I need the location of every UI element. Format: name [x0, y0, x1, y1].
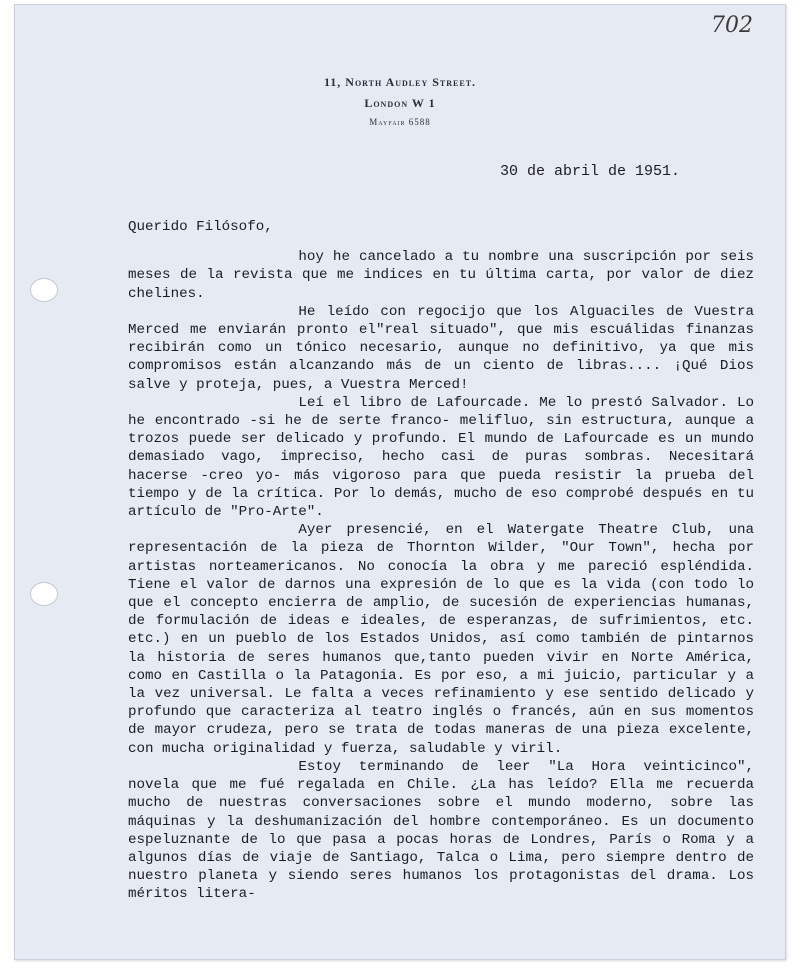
letter-body	[128, 218, 754, 904]
letterhead-city: London W 1	[364, 96, 436, 110]
punch-hole	[30, 278, 58, 302]
punch-hole	[30, 582, 58, 606]
archive-number: 702	[711, 13, 753, 38]
paragraph: Ayer presencié, en el Watergate Theatre Club, una representación de la pieza de Thornton Wilder, "Our Town", hecha por artistas norteamericanos. No conocía la obra y me pareció espléndida. Tiene el valor de darnos una expresión de lo que es la vida (con todo lo que el concepto encierra de amplio, de sucesión de experiencias humanas, de formulación de ideas e ideales, de esperanzas, de sufrimientos, etc. etc.) en un pueblo de los Estados Unidos, así como también de pintarnos la historia de seres humanos que,tanto pueden vivir en Norte América, como en Castilla o la Patagonia. Es por eso, a mi juicio, particular y a la vez universal. Le falta a veces refinamiento y ese sentido delicado y profundo que caracteriza al teatro inglés o francés, aún en sus momentos de mayor crudeza, pero se trata de todas maneras de una pieza excelente, con mucha originalidad y fuerza, saludable y viril.	[128, 522, 754, 757]
salutation: Querido Filósofo,	[128, 219, 273, 235]
paragraph: Estoy terminando de leer "La Hora veinticinco", novela que me fué regalada en Chile. ¿La has leído? Ella me recuerda mucho de nuestras conversaciones sobre el mundo moderno, sobre las máquinas y la deshumanización del hombre contemporáneo. Es un documento espeluznante de lo que pasa a pocas horas de Londres, París o Roma y a algunos días de viaje de Santiago, Talca o Lima, pero siempre dentro de nuestro planeta y siendo seres humanos los protagonistas del drama. Los méritos litera-	[128, 758, 754, 903]
letterhead-street: 11, North Audley Street.	[323, 75, 477, 89]
letter-date: 30 de abril de 1951.	[500, 163, 681, 180]
paragraph: Leí el libro de Lafourcade. Me lo prestó Salvador. Lo he encontrado -si he de serte franco- melifluo, sin estructura, aunque a trozos puede ser delicado y profundo. El mundo de Lafourcade es un mundo demasiado vago, impreciso, hecho casi de puras sombras. Necesitará hacerse -creo yo- más vigoroso para que pueda resistir la prueba del tiempo y de la crítica. Por lo demás, mucho de eso comprobé después en tu artículo de "Pro-Arte".	[128, 394, 754, 521]
letterhead-phone: Mayfair 6588	[369, 117, 431, 127]
paragraph: He leído con regocijo que los Alguaciles de Vuestra Merced me enviarán pronto el"real situado", que mis escuálidas finanzas recibirán como un tónico necesario, aunque no definitivo, ya que mis compromisos están alcanzando más de un ciento de libras.... ¡Qué Dios salve y proteja, pues, a Vuestra Merced!	[128, 303, 754, 393]
paragraph: hoy he cancelado a tu nombre una suscripción por seis meses de la revista que me indices en tu última carta, por valor de diez chelines.	[128, 249, 754, 302]
letterhead	[15, 75, 785, 127]
